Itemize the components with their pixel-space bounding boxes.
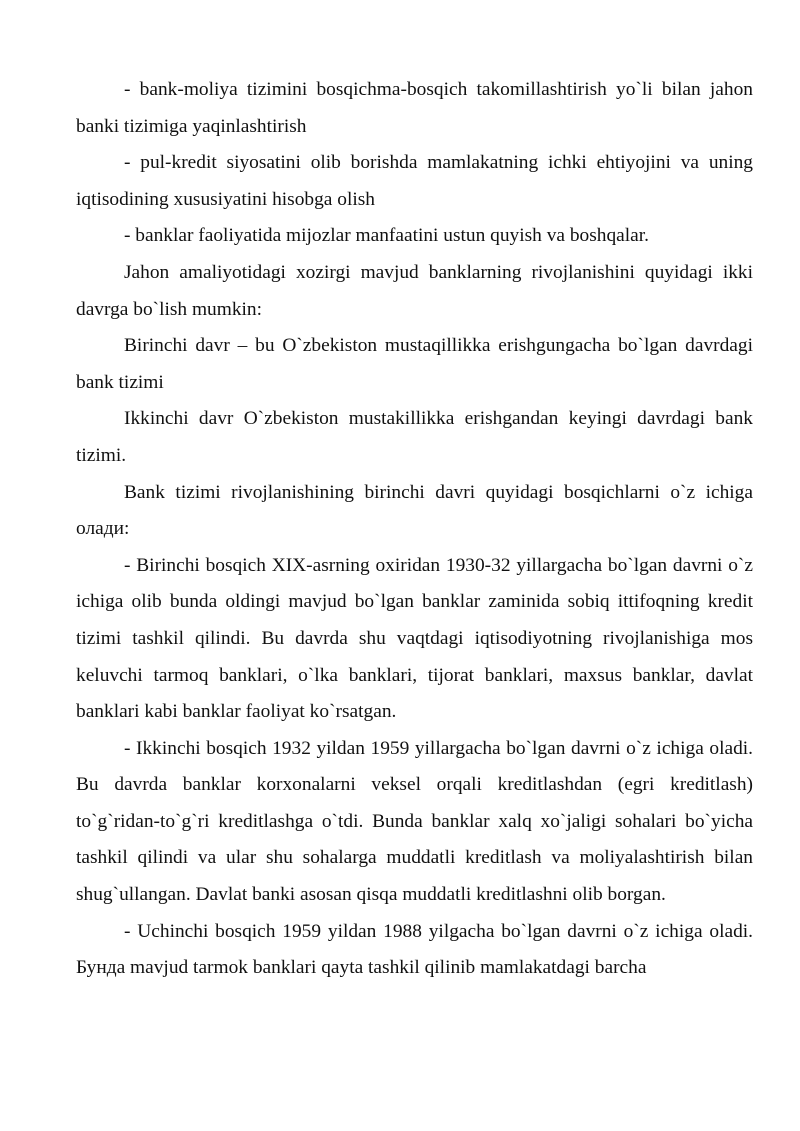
- paragraph-stage-one: - Birinchi bosqich XIX-asrning oxiridan 1930-32 yillargacha bo`lgan davrni o`z ichiga olib bunda oldingi mavjud bo`lgan banklar zaminida sobiq ittifoqning kredit tizimi tashkil qilindi. Bu davrda shu vaqtdagi iqtisodiyotning rivojlanishiga mos keluvchi tarmoq banklari, o`lka banklari, tijorat banklari, maxsus banklar, davlat banklari kabi banklar faoliyat ko`rsatgan.: [76, 554, 753, 723]
- paragraph-second-period: Ikkinchi davr O`zbekiston mustakillikka erishgandan keyingi davrdagi bank tizimi.: [76, 408, 753, 466]
- paragraph-goal-clients: - banklar faoliyatida mijozlar manfaatini ustun quyish va boshqalar.: [124, 225, 650, 247]
- paragraph-stage-two: - Ikkinchi bosqich 1932 yildan 1959 yillargacha bo`lgan davrni o`z ichiga oladi. Bu davrda banklar korxonalarni veksel orqali kreditlashdan (egri kreditlash) to`g`ridan-to`g`ri kreditlashga o`tdi. Bunda banklar xalq xo`jaligi sohalari bo`yicha tashkil qilindi va ular shu sohalarga muddatli kreditlash va moliyalashtirish bilan shug`ullangan. Davlat banki asosan qisqa muddatli kreditlashni olib borgan.: [76, 737, 753, 906]
- paragraph-stages-intro: Bank tizimi rivojlanishining birinchi davri quyidagi bosqichlarni o`z ichiga олади:: [76, 481, 753, 540]
- paragraph-goal-monetary-policy: - pul-kredit siyosatini olib borishda mamlakatning ichki ehtiyojini va uning iqtisodining xususiyatini hisobga olish: [76, 152, 753, 210]
- paragraph-stage-three: - Uchinchi bosqich 1959 yildan 1988 yilgacha bo`lgan davrni o`z ichiga oladi. Бунда mavjud tarmok banklari qayta tashkil qilinib mamlakatdagi barcha: [76, 920, 753, 979]
- paragraph-two-periods-intro: Jahon amaliyotidagi xozirgi mavjud banklarning rivojlanishini quyidagi ikki davrga bo`lish mumkin:: [76, 261, 753, 320]
- paragraph-first-period: Birinchi davr – bu O`zbekiston mustaqillikka erishgungacha bo`lgan davrdagi bank tizimi: [76, 335, 753, 393]
- document-page: [76, 72, 753, 987]
- paragraph-goal-integration: - bank-moliya tizimini bosqichma-bosqich takomillashtirish yo`li bilan jahon banki tizimiga yaqinlashtirish: [76, 79, 753, 137]
